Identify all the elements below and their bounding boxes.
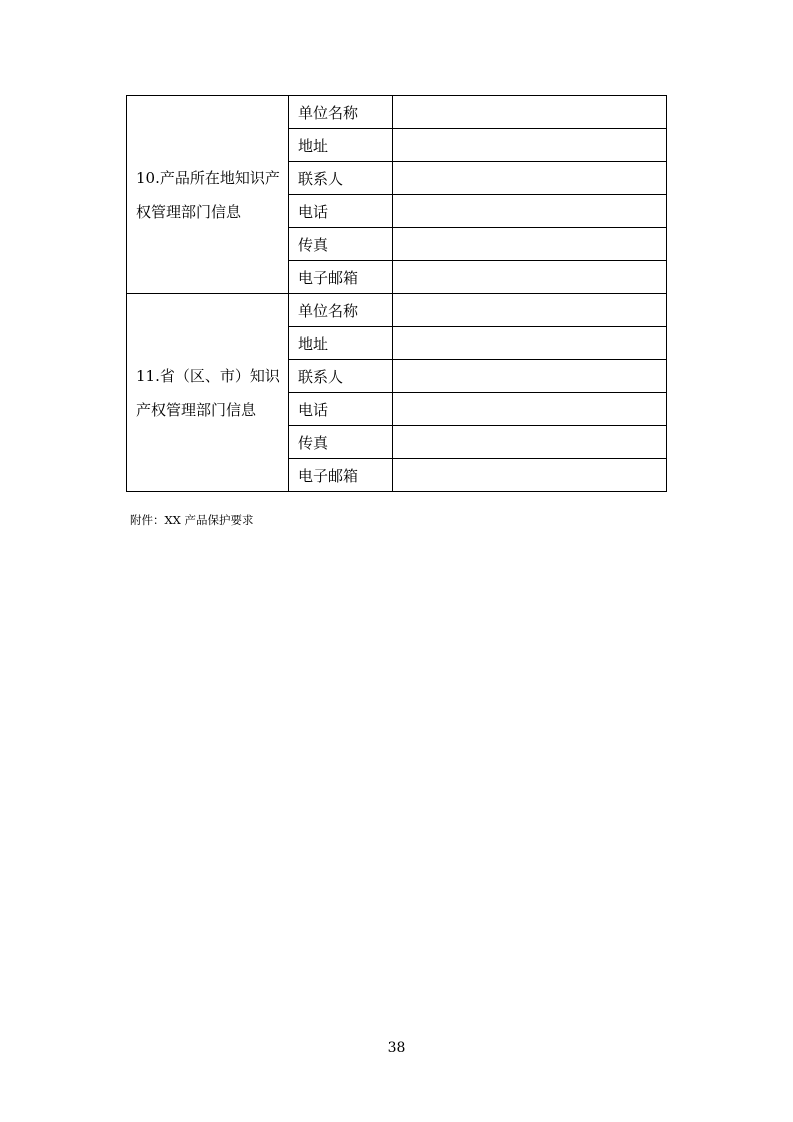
contact-info-table bbox=[126, 95, 667, 492]
field-value-fax[interactable] bbox=[393, 228, 667, 261]
field-label-address: 地址 bbox=[289, 129, 393, 162]
field-value-phone[interactable] bbox=[393, 393, 667, 426]
field-label-phone: 电话 bbox=[289, 393, 393, 426]
field-label-contact: 联系人 bbox=[289, 360, 393, 393]
field-value-email[interactable] bbox=[393, 261, 667, 294]
field-label-unit-name: 单位名称 bbox=[289, 96, 393, 129]
page-number: 38 bbox=[387, 1040, 406, 1056]
field-value-contact[interactable] bbox=[393, 360, 667, 393]
field-label-email: 电子邮箱 bbox=[289, 261, 393, 294]
field-value-unit-name[interactable] bbox=[393, 294, 667, 327]
field-label-fax: 传真 bbox=[289, 426, 393, 459]
field-value-unit-name[interactable] bbox=[393, 96, 667, 129]
field-label-fax: 传真 bbox=[289, 228, 393, 261]
field-value-fax[interactable] bbox=[393, 426, 667, 459]
attachment-footnote: 附件：XX 产品保护要求 bbox=[130, 513, 254, 527]
section-11-label: 11.省（区、市）知识产权管理部门信息 bbox=[127, 294, 289, 492]
section-10-label: 10.产品所在地知识产权管理部门信息 bbox=[127, 96, 289, 294]
field-label-email: 电子邮箱 bbox=[289, 459, 393, 492]
field-label-phone: 电话 bbox=[289, 195, 393, 228]
field-label-unit-name: 单位名称 bbox=[289, 294, 393, 327]
field-value-address[interactable] bbox=[393, 129, 667, 162]
field-value-phone[interactable] bbox=[393, 195, 667, 228]
field-value-email[interactable] bbox=[393, 459, 667, 492]
field-value-address[interactable] bbox=[393, 327, 667, 360]
table-row bbox=[127, 96, 667, 129]
field-value-contact[interactable] bbox=[393, 162, 667, 195]
field-label-contact: 联系人 bbox=[289, 162, 393, 195]
field-label-address: 地址 bbox=[289, 327, 393, 360]
table-row bbox=[127, 294, 667, 327]
